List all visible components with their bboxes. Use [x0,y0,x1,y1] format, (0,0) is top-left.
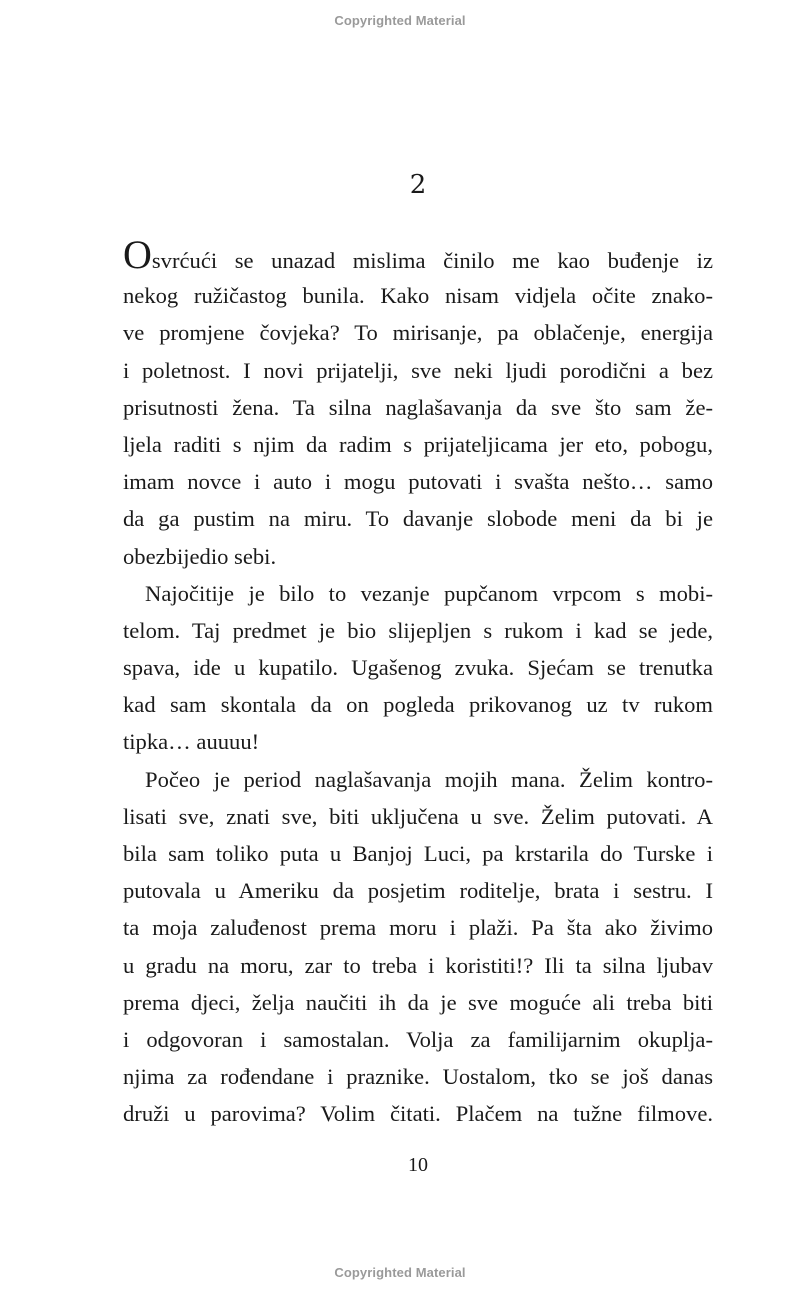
paragraph-3-line-1: Počeo je period naglašavanja mojih mana. Želim kontro- [145,766,713,792]
paragraph-1-line-8: da ga pustim na miru. To davanje slobode meni da bi je [123,506,713,532]
paragraph-2-line-1: Najočitije je bilo to vezanje pupčanom vrpcom s mobi- [145,580,713,606]
paragraph-3-line-3: bila sam toliko puta u Banjoj Luci, pa krstarila do Turske i [123,841,713,866]
chapter-number: 2 [409,170,427,200]
paragraph-1-line-1 [123,232,713,277]
paragraph-1-line-6: ljela raditi s njim da radim s prijateljicama jer eto, pobogu, [123,431,713,457]
paragraph-1-line-2: nekog ružičastog bunila. Kako nisam vidjela očite znako- [123,283,713,309]
paragraph-3-line-6: u gradu na moru, zar to treba i koristiti!? Ili ta silna ljubav [123,952,713,978]
paragraph-3-line-8: i odgovoran i samostalan. Volja za familijarnim okuplja- [123,1026,713,1052]
paragraph-1-line-5: prisutnosti žena. Ta silna naglašavanja da sve što sam že- [123,394,713,420]
paragraph-2-line-5: tipka… auuuu! [123,729,260,755]
copyright-watermark-bottom: Copyrighted Material [334,1265,466,1280]
paragraph-3-line-7: prema djeci, želja naučiti ih da je sve moguće ali treba biti [123,989,713,1015]
paragraph-1-line-9: obezbijedio sebi. [123,543,277,569]
paragraph-3-line-2: lisati sve, znati sve, biti uključena u sve. Želim putovati. A [123,803,713,829]
line-text: svrćući se unazad mislima činilo me kao buđenje iz [151,248,713,273]
paragraph-1-line-3: ve promjene čovjeka? To mirisanje, pa oblačenje, energija [123,320,713,346]
paragraph-2-line-3: spava, ide u kupatilo. Ugašenog zvuka. Sjećam se trenutka [123,655,713,681]
body-text [123,232,713,1133]
paragraph-3-line-4: putovala u Ameriku da posjetim roditelje, brata i sestru. I [123,878,713,904]
paragraph-3-line-10: druži u parovima? Volim čitati. Plačem na tužne filmove. [123,1101,713,1127]
page-number: 10 [408,1154,428,1176]
paragraph-3-line-5: ta moja zaluđenost prema moru i plaži. Pa šta ako živimo [123,915,713,941]
paragraph-2-line-2: telom. Taj predmet je bio slijepljen s rukom i kad se jede, [123,617,713,643]
paragraph-1-line-7: imam novce i auto i mogu putovati i svašta nešto… samo [123,469,713,495]
paragraph-3-line-9: njima za rođendane i praznike. Uostalom, tko se još danas [123,1064,713,1090]
paragraph-2-line-4: kad sam skontala da on pogleda prikovanog uz tv rukom [123,692,713,718]
paragraph-1-line-4: i poletnost. I novi prijatelji, sve neki ljudi porodični a bez [123,357,713,383]
copyright-watermark-top: Copyrighted Material [334,13,466,28]
drop-cap: O [123,232,152,277]
